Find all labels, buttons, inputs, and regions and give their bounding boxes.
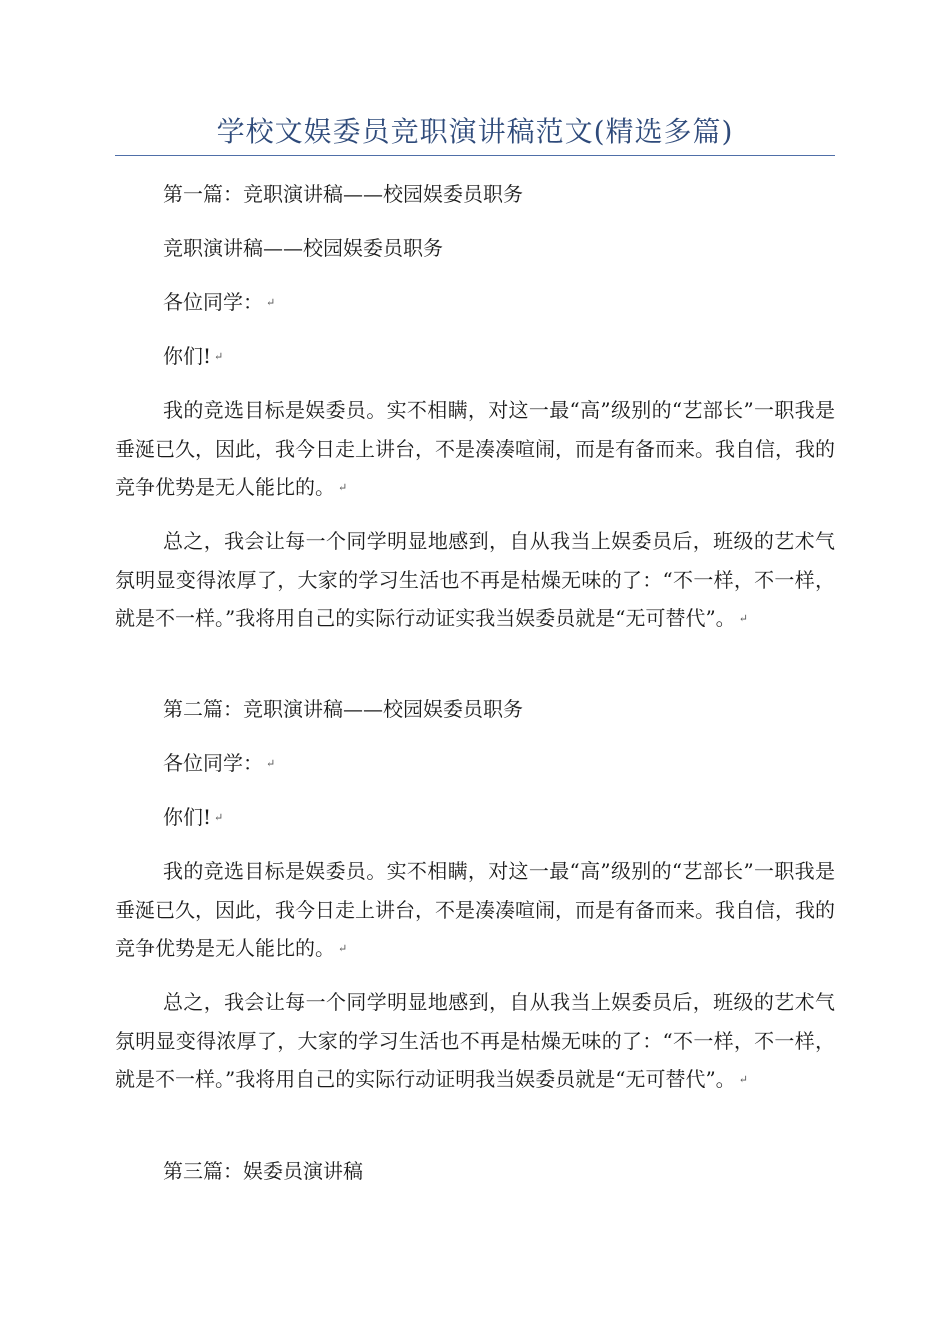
title-underline — [115, 155, 835, 156]
paragraph-text: 我的竞选目标是娱委员。实不相瞒，对这一最“高”级别的“艺部长”一职我是垂涎已久，因此，我今日走上讲台，不是凑凑喧闹，而是有备而来。我自信，我的竞争优势是无人能比的。 — [115, 859, 835, 960]
paragraph-heading-1 — [115, 175, 835, 214]
paragraph-text: 各位同学： — [163, 290, 263, 314]
paragraph — [115, 983, 835, 1100]
paragraph — [115, 744, 835, 784]
paragraph — [115, 522, 835, 639]
paragraph-text: 第三篇：娱委员演讲稿 — [163, 1159, 363, 1183]
paragraph-mark-icon: ↵ — [266, 296, 276, 310]
paragraph-text: 第二篇：竞职演讲稿——校园娱委员职务 — [163, 697, 523, 721]
paragraph-text: 第一篇：竞职演讲稿——校园娱委员职务 — [163, 182, 523, 206]
paragraph-mark-icon: ↵ — [266, 757, 276, 771]
paragraph-mark-icon: ↵ — [214, 350, 224, 364]
paragraph-mark-icon: ↵ — [214, 811, 224, 825]
paragraph — [115, 391, 835, 508]
paragraph-text: 你们! — [163, 344, 212, 368]
paragraph-heading-2 — [115, 690, 835, 729]
paragraph-text: 总之，我会让每一个同学明显地感到，自从我当上娱委员后，班级的艺术气氛明显变得浓厚了，大家的学习生活也不再是枯燥无味的了：“不一样，不一样，就是不一样。”我将用自己的实际行动证明我当娱委员就是“无可替代”。 — [115, 990, 835, 1091]
paragraph — [115, 798, 835, 838]
paragraph-text: 我的竞选目标是娱委员。实不相瞒，对这一最“高”级别的“艺部长”一职我是垂涎已久，因此，我今日走上讲台，不是凑凑喧闹，而是有备而来。我自信，我的竞争优势是无人能比的。 — [115, 398, 835, 499]
paragraph — [115, 852, 835, 969]
paragraph-text: 竞职演讲稿——校园娱委员职务 — [163, 236, 443, 260]
paragraph-mark-icon: ↵ — [338, 942, 348, 956]
paragraph-text: 你们! — [163, 805, 212, 829]
paragraph — [115, 283, 835, 323]
paragraph-text: 总之，我会让每一个同学明显地感到，自从我当上娱委员后，班级的艺术气氛明显变得浓厚了，大家的学习生活也不再是枯燥无味的了：“不一样，不一样，就是不一样。”我将用自己的实际行动证实我当娱委员就是“无可替代”。 — [115, 529, 835, 630]
paragraph-mark-icon: ↵ — [738, 612, 748, 626]
page-title: 学校文娱委员竞职演讲稿范文(精选多篇) — [216, 115, 734, 148]
paragraph-mark-icon: ↵ — [338, 481, 348, 495]
paragraph-mark-icon: ↵ — [738, 1073, 748, 1087]
paragraph-text: 各位同学： — [163, 751, 263, 775]
paragraph-heading-3 — [115, 1152, 835, 1191]
paragraph — [115, 337, 835, 377]
paragraph — [115, 229, 835, 268]
